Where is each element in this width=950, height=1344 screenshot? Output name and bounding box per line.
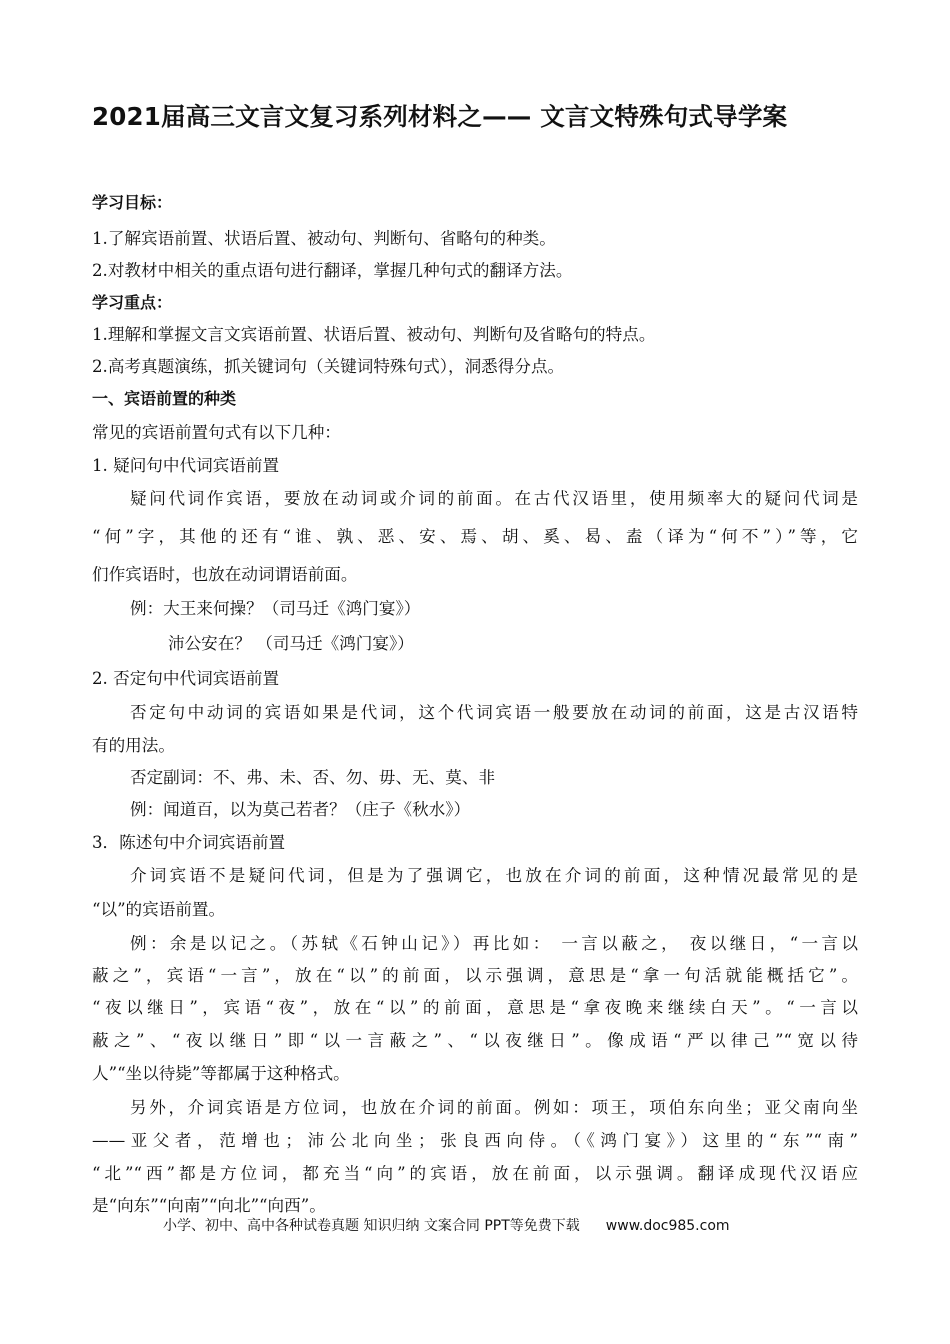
paragraph-line: 蔽之”，宾语“一言”，放在“以”的前面，以示强调，意思是“拿一句活就能概括它”。 [92, 966, 858, 985]
footer-text: 小学、初中、高中各种试卷真题 知识归纳 文案合同 PPT等免费下载 [163, 1218, 580, 1234]
subheading-declarative: 3．陈述句中介词宾语前置 [92, 833, 286, 852]
paragraph-line: “夜以继日”，宾语“夜”，放在“以”的前面，意思是“拿夜晚来继续白天”。“一言以 [92, 998, 858, 1017]
paragraph-line: 有的用法。 [92, 736, 175, 755]
goal-item-2: 2.对教材中相关的重点语句进行翻译，掌握几种句式的翻译方法。 [92, 261, 573, 280]
example-line: 例：闻道百，以为莫己若者？（庄子《秋水》） [130, 800, 471, 819]
paragraph-line: “何”字，其他的还有“谁、孰、恶、安、焉、胡、奚、曷、盍（译为“何不”）”等，它 [92, 527, 858, 546]
paragraph-line: 介词宾语不是疑问代词，但是为了强调它，也放在介词的前面，这种情况最常见的是 [130, 866, 858, 885]
document-title: 2021届高三文言文复习系列材料之—— 文言文特殊句式导学案 [92, 102, 788, 131]
example-line: 例：余是以记之。（苏轼《石钟山记》）再比如： 一言以蔽之， 夜以继日，“一言以 [130, 934, 858, 953]
footer-url-link[interactable]: www.doc985.com [605, 1218, 730, 1234]
paragraph-line: “以”的宾语前置。 [92, 900, 226, 919]
paragraph-line: 疑问代词作宾语，要放在动词或介词的前面。在古代汉语里，使用频率大的疑问代词是 [130, 489, 858, 508]
paragraph-line: ——亚父者，范增也；沛公北向坐；张良西向侍。（《鸿门宴》）这里的“东”“南” [92, 1131, 858, 1150]
paragraph-line: 蔽之”、“夜以继日”即“以一言蔽之”、“以夜继日”。像成语“严以律己”“宽以待 [92, 1031, 858, 1050]
goal-item-1: 1.了解宾语前置、状语后置、被动句、判断句、省略句的种类。 [92, 229, 556, 248]
subheading-negative: 2. 否定句中代词宾语前置 [92, 669, 280, 688]
focus-item-2: 2.高考真题演练，抓关键词句（关键词特殊句式），洞悉得分点。 [92, 357, 565, 376]
focus-item-1: 1.理解和掌握文言文宾语前置、状语后置、被动句、判断句及省略句的特点。 [92, 325, 656, 344]
paragraph-line: 们作宾语时，也放在动词谓语前面。 [92, 565, 358, 584]
paragraph-line: 否定句中动词的宾语如果是代词，这个代词宾语一般要放在动词的前面，这是古汉语特 [130, 703, 858, 722]
paragraph-line: 另外，介词宾语是方位词，也放在介词的前面。例如：项王，项伯东向坐；亚父南向坐 [130, 1098, 858, 1117]
section-heading-object-preposing: 一、宾语前置的种类 [92, 389, 237, 408]
example-line: 例：大王来何操？（司马迁《鸿门宴》） [130, 599, 421, 618]
paragraph-line: 人”“坐以待毙”等都属于这种格式。 [92, 1064, 350, 1083]
paragraph-line: 是“向东”“向南”“向北”“向西”。 [92, 1196, 326, 1215]
section-heading-focus: 学习重点： [92, 293, 173, 312]
example-line: 沛公安在？ （司马迁《鸿门宴》） [168, 634, 414, 653]
paragraph-line: 常见的宾语前置句式有以下几种： [92, 423, 341, 442]
section-heading-goals: 学习目标： [92, 193, 173, 212]
subheading-interrogative: 1. 疑问句中代词宾语前置 [92, 456, 280, 475]
page-footer [163, 1215, 730, 1235]
paragraph-line: “北”“西”都是方位词，都充当“向”的宾语，放在前面，以示强调。翻译成现代汉语应 [92, 1164, 858, 1183]
paragraph-line: 否定副词：不、弗、未、否、勿、毋、无、莫、非 [130, 768, 496, 787]
